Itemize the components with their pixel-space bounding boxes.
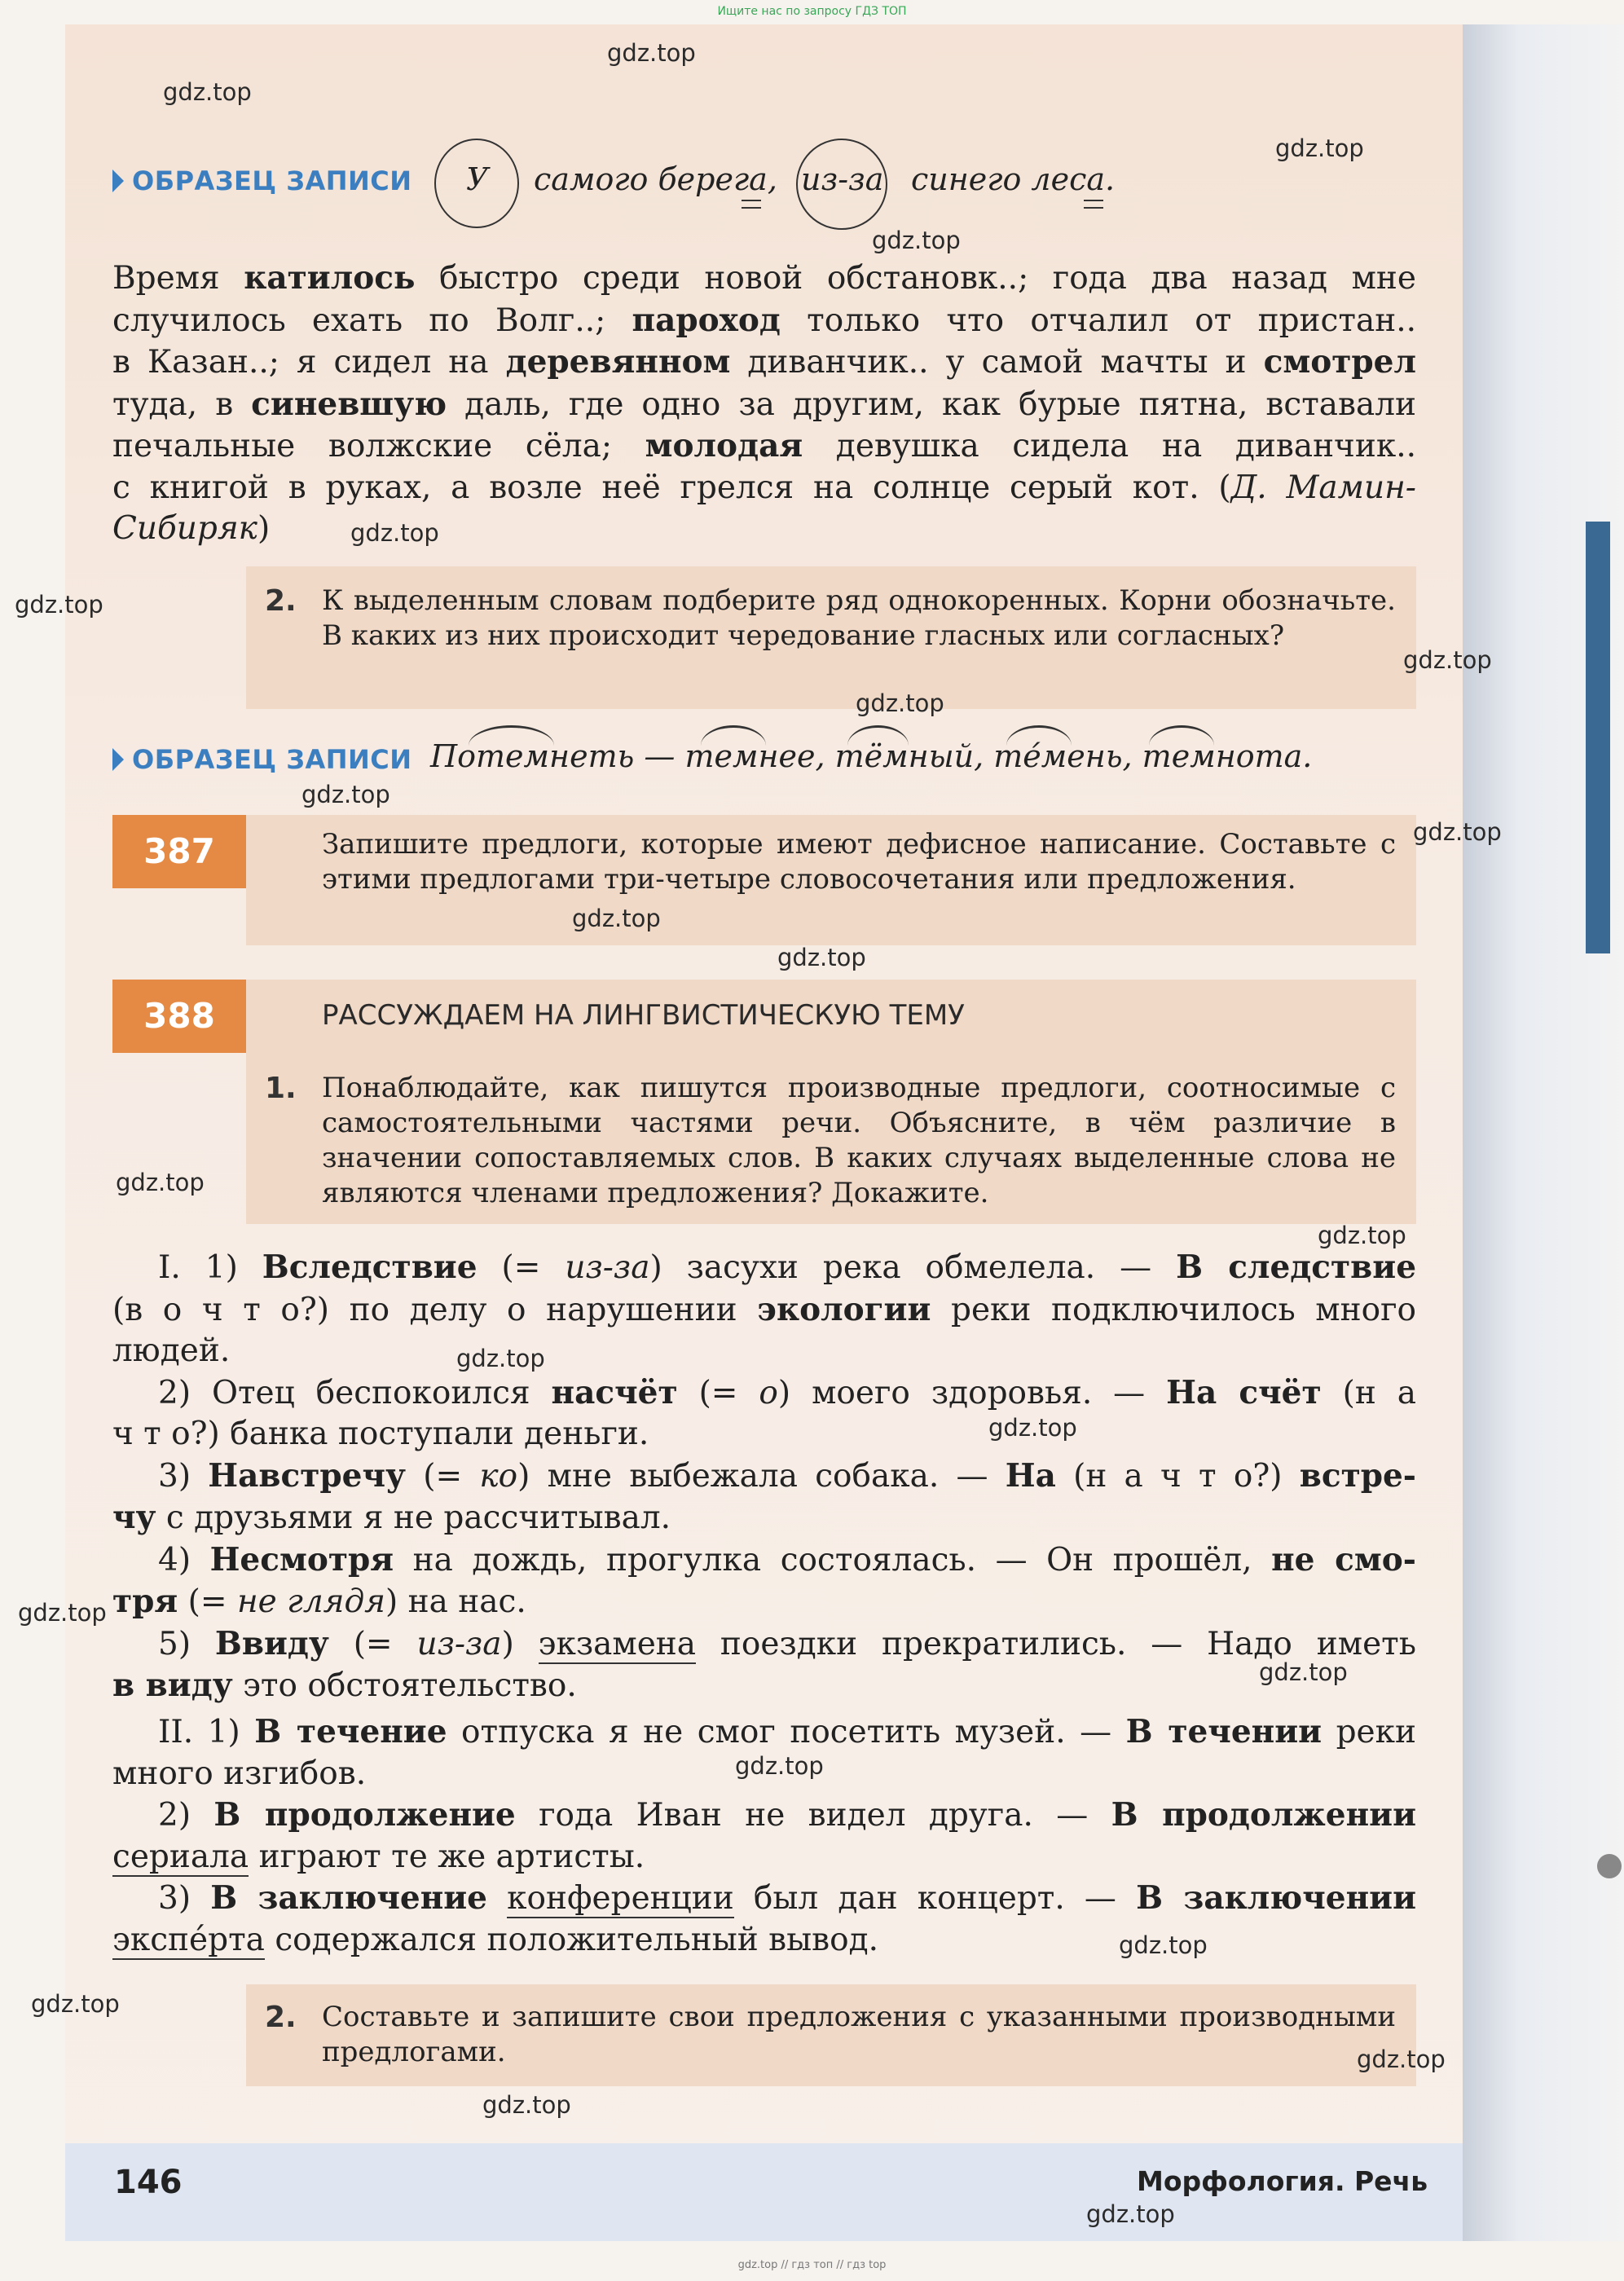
example-line: 2) В продолжение года Иван не видел друга. — В продолжении [158, 1796, 1416, 1834]
watermark[interactable]: gdz.top [163, 78, 252, 106]
watermark[interactable]: gdz.top [1318, 1222, 1406, 1249]
examples-part-2 [112, 1711, 1416, 1961]
example-line: ч т о?) банка поступали деньги. [112, 1416, 649, 1452]
text-line: печальные волжские сёла; молодая девушка сидела на диванчик.. [112, 427, 1417, 465]
text-line: с книгой в руках, а возле неё грелся на солнце серый кот. (Д. Мамин- [112, 469, 1416, 506]
text-line: Сибиряк) [112, 510, 271, 547]
main-text [112, 258, 1416, 550]
task-number: 1. [265, 1072, 297, 1105]
example-line: тря (= не глядя) на нас. [112, 1583, 526, 1620]
watermark[interactable]: gdz.top [872, 227, 961, 254]
watermark[interactable]: gdz.top [482, 2091, 571, 2119]
watermark[interactable]: gdz.top [31, 1990, 120, 2018]
example-line: 4) Несмотря на дождь, прогулка состоялась. — Он прошёл, не смо- [158, 1540, 1416, 1579]
watermark[interactable]: gdz.top [856, 689, 944, 717]
watermark[interactable]: gdz.top [301, 781, 390, 808]
exercise-388-number: 388 [112, 980, 246, 1053]
example-line: много изгибов. [112, 1755, 367, 1792]
watermark[interactable]: gdz.top [1259, 1658, 1348, 1686]
watermark[interactable]: gdz.top [1119, 1931, 1208, 1959]
exercise-387-number: 387 [112, 815, 246, 888]
example-line: 2) Отец беспокоился насчёт (= о) моего здоровья. — На счёт (н а [158, 1373, 1417, 1411]
footer-note[interactable]: gdz.top // гдз топ // гдз top [737, 2259, 887, 2271]
text-line: Время катилось быстро среди новой обстановк..; года два назад мне [112, 259, 1416, 297]
example-line: 3) Навстречу (= ко) мне выбежала собака. — На (н а ч т о?) встре- [158, 1456, 1416, 1495]
page-edge [1463, 24, 1624, 2241]
example-line: в виду это обстоятельство. [112, 1667, 577, 1704]
task-number: 2. [265, 2001, 297, 2034]
example-line: людей. [112, 1332, 231, 1369]
page-number: 146 [114, 2164, 183, 2201]
dot-icon [1597, 1854, 1622, 1878]
example-line: 3) В заключение конференции был дан концерт. — В заключении [158, 1879, 1416, 1917]
task-text: К выделенным словам подберите ряд однокоренных. Корни обозначьте. В каких из них происходит чередование гласных или согласных? [322, 584, 1396, 652]
example-line: I. 1) Вследствие (= из-за) засухи река обмелела. — В следствие [158, 1248, 1417, 1286]
watermark[interactable]: gdz.top [1275, 134, 1364, 162]
task-number: 2. [265, 584, 297, 618]
watermark[interactable]: gdz.top [15, 591, 103, 619]
example-line: (в о ч т о?) по делу о нарушении экологии реки подключилось много [112, 1290, 1417, 1328]
watermark[interactable]: gdz.top [350, 519, 439, 547]
watermark[interactable]: gdz.top [1357, 2045, 1446, 2073]
blue-tab [1586, 522, 1610, 953]
watermark[interactable]: gdz.top [456, 1345, 545, 1372]
example-line: 5) Ввиду (= из-за) экзамена поездки прекратились. — Надо иметь [158, 1624, 1416, 1662]
examples-part-1 [112, 1247, 1416, 1707]
watermark[interactable]: gdz.top [572, 905, 661, 932]
watermark[interactable]: gdz.top [18, 1599, 107, 1627]
sample-word: самого берега, [534, 161, 777, 197]
sample-word: У [466, 161, 489, 197]
watermark[interactable]: gdz.top [1403, 646, 1492, 674]
sample-text: Потемнеть — темнее, тёмный, те́мень, темнота. [430, 738, 1313, 774]
sample-label: ОБРАЗЕЦ ЗАПИСИ [112, 165, 412, 196]
sample-word: из-за [801, 161, 884, 197]
section-title: Морфология. Речь [1137, 2165, 1428, 2197]
double-underline [1084, 200, 1103, 209]
exercise-387-text: Запишите предлоги, которые имеют дефисное написание. Составьте с этими предлогами три-четыре словосочетания или предложения. [322, 828, 1396, 896]
sample-label: ОБРАЗЕЦ ЗАПИСИ [112, 744, 412, 775]
text-line: туда, в синевшую даль, где одно за другим, как бурые пятна, вставали [112, 385, 1416, 423]
example-line: экспе́рта содержался положительный вывод. [112, 1921, 878, 1958]
watermark[interactable]: gdz.top [607, 39, 696, 67]
watermark[interactable]: gdz.top [988, 1414, 1077, 1442]
example-line: чу с друзьями я не рассчитывал. [112, 1499, 671, 1536]
exercise-388-heading: РАССУЖДАЕМ НА ЛИНГВИСТИЧЕСКУЮ ТЕМУ [322, 999, 965, 1032]
task-text: Составьте и запишите свои предложения с указанными производными предлогами. [322, 2001, 1396, 2068]
watermark[interactable]: gdz.top [116, 1169, 205, 1196]
watermark[interactable]: gdz.top [1086, 2200, 1175, 2228]
sample-word: синего леса. [911, 161, 1116, 197]
text-line: случилось ехать по Волг..; пароход только что отчалил от пристан.. [112, 301, 1416, 339]
example-line: II. 1) В течение отпуска я не смог посетить музей. — В течении реки [158, 1713, 1416, 1750]
text-line: в Казан..; я сидел на деревянном диванчик.. у самой мачты и смотрел [112, 343, 1416, 381]
example-line: сериала играют те же артисты. [112, 1838, 645, 1875]
double-underline [742, 200, 761, 209]
task-text: Понаблюдайте, как пишутся производные предлоги, соотносимые с самостоятельными частями речи. Объясните, в чём различие в значении сопоставляемых слов. В каких случаях выделенные слова не являются членами предложения? Докажите. [322, 1072, 1396, 1209]
header-note[interactable]: Ищите нас по запросу ГДЗ ТОП [717, 5, 907, 18]
watermark[interactable]: gdz.top [735, 1752, 824, 1780]
watermark[interactable]: gdz.top [777, 944, 866, 971]
watermark[interactable]: gdz.top [1413, 818, 1502, 846]
